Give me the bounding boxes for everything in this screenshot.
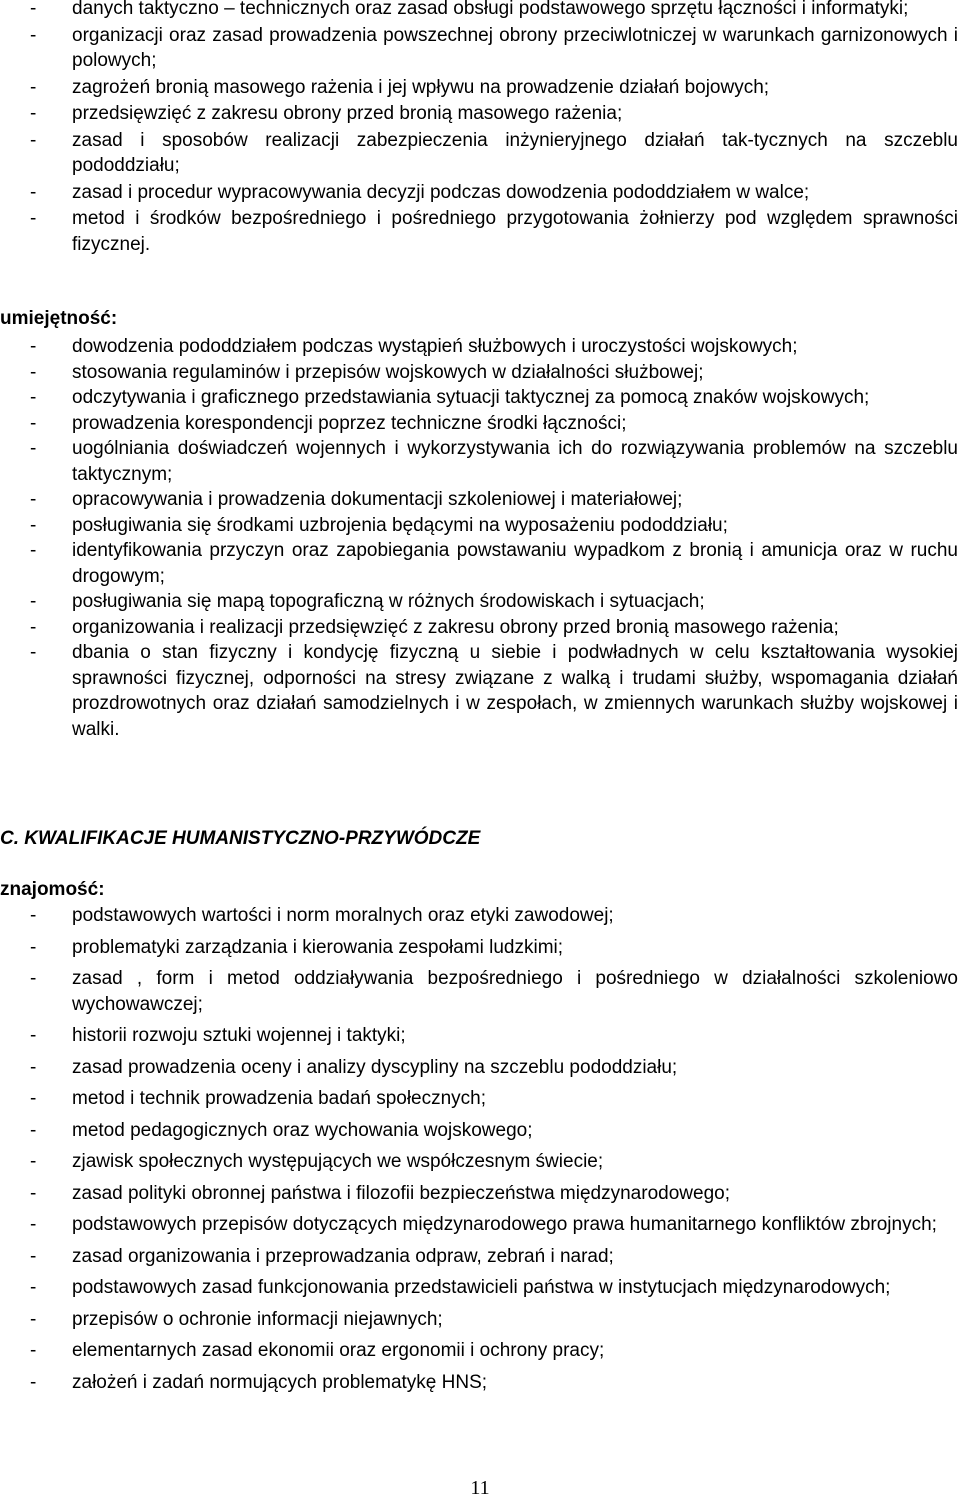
list-item xyxy=(0,487,960,513)
list-item xyxy=(0,360,960,386)
bullet-dash: - xyxy=(30,591,37,612)
bullet-dash: - xyxy=(30,103,37,124)
list-item-text: problematyki zarządzania i kierowania zespołami ludzkimi; xyxy=(72,936,564,958)
bullet-dash: - xyxy=(30,1182,37,1204)
list-item xyxy=(0,966,960,1017)
list-item-text: organizacji oraz zasad prowadzenia powszechnej obrony przeciwlotniczej w warunkach garnizonowych i polowych; xyxy=(72,24,958,71)
list-item-text: zasad i sposobów realizacji zabezpieczenia inżynieryjnego działań tak-tycznych na szczeblu pododdziału; xyxy=(72,129,958,176)
bullet-dash: - xyxy=(30,208,37,229)
list-item-text: dowodzenia pododdziałem podczas wystąpień służbowych i uroczystości wojskowych; xyxy=(72,336,798,357)
list-item-text: metod i środków bezpośredniego i pośredniego przygotowania żołnierzy pod względem sprawności fizycznej. xyxy=(72,208,958,255)
list-item-text: zasad , form i metod oddziaływania bezpośredniego i pośredniego w działalności szkoleniowo wychowawczej; xyxy=(72,968,958,1015)
list-item xyxy=(0,513,960,539)
list-znajomosc xyxy=(0,903,960,1395)
list-item xyxy=(0,615,960,641)
list-item xyxy=(0,23,960,74)
list-item xyxy=(0,180,960,206)
list-item xyxy=(0,385,960,411)
bullet-dash: - xyxy=(30,540,37,561)
bullet-dash: - xyxy=(30,24,37,46)
list-item-text: uogólniania doświadczeń wojennych i wykorzystywania ich do rozwiązywania problemów na szczeblu taktycznym; xyxy=(72,438,958,485)
bullet-dash: - xyxy=(30,1245,37,1267)
list-item xyxy=(0,334,960,360)
bullet-dash: - xyxy=(30,76,37,98)
list-item xyxy=(0,0,960,22)
list-item xyxy=(0,1118,960,1144)
list-item-text: stosowania regulaminów i przepisów wojskowych w działalności służbowej; xyxy=(72,361,704,383)
list-item-text: odczytywania i graficznego przedstawiania sytuacji taktycznej za pomocą znaków wojskowych; xyxy=(72,387,870,408)
list-item-text: przedsięwzięć z zakresu obrony przed bronią masowego rażenia; xyxy=(72,103,623,124)
list-item-text: dbania o stan fizyczny i kondycję fizyczną u siebie i podwładnych w celu kształtowania wysokiej sprawności fizycznej, odporności na stresy związane z walką i trudami służby, wspomagania działań prozdrowotnych oraz działań samodzielnych i w zespołach, w zmiennych warunkach służby wojskowej i walki. xyxy=(72,642,958,740)
list-item-text: zasad polityki obronnej państwa i filozofii bezpieczeństwa międzynarodowego; xyxy=(72,1182,730,1204)
list-item xyxy=(0,1338,960,1364)
list-item-text: danych taktyczno – technicznych oraz zasad obsługi podstawowego sprzętu łączności i informatyki; xyxy=(72,0,909,19)
list-item xyxy=(0,1275,960,1301)
list-item-text: zasad prowadzenia oceny i analizy dyscypliny na szczeblu pododdziału; xyxy=(72,1056,678,1078)
list-item xyxy=(0,1212,960,1238)
list-item-text: zasad i procedur wypracowywania decyzji podczas dowodzenia pododdziałem w walce; xyxy=(72,181,810,203)
list-item xyxy=(0,1370,960,1396)
list-item xyxy=(0,640,960,742)
bullet-dash: - xyxy=(30,905,37,926)
bullet-dash: - xyxy=(30,1308,37,1330)
list-item xyxy=(0,1181,960,1207)
bullet-dash: - xyxy=(30,1371,37,1393)
list-item xyxy=(0,101,960,127)
bullet-dash: - xyxy=(30,489,37,510)
list-item-text: podstawowych przepisów dotyczących międzynarodowego prawa humanitarnego konfliktów zbrojnych; xyxy=(72,1214,937,1235)
list-umiejetnosc xyxy=(0,334,960,742)
label-znajomosc: znajomość: xyxy=(0,879,105,900)
bullet-dash: - xyxy=(30,129,37,151)
bullet-dash: - xyxy=(30,936,37,958)
list-item xyxy=(0,75,960,101)
bullet-dash: - xyxy=(30,1277,37,1298)
list-item-text: organizowania i realizacji przedsięwzięć z zakresu obrony przed bronią masowego rażenia; xyxy=(72,616,839,638)
list-item-text: podstawowych zasad funkcjonowania przedstawicieli państwa w instytucjach międzynarodowych; xyxy=(72,1277,891,1298)
section-heading: C. KWALIFIKACJE HUMANISTYCZNO-PRZYWÓDCZE xyxy=(0,828,481,849)
bullet-dash: - xyxy=(30,642,37,663)
list-item xyxy=(0,1149,960,1175)
bullet-dash: - xyxy=(30,1214,37,1235)
list-item xyxy=(0,1055,960,1081)
list-item xyxy=(0,1307,960,1333)
bullet-dash: - xyxy=(30,1056,37,1078)
bullet-dash: - xyxy=(30,361,37,383)
list-item xyxy=(0,903,960,929)
bullet-dash: - xyxy=(30,616,37,638)
bullet-dash: - xyxy=(30,1025,37,1046)
bullet-dash: - xyxy=(30,0,37,19)
list-item xyxy=(0,589,960,615)
list-item-text: elementarnych zasad ekonomii oraz ergonomii i ochrony pracy; xyxy=(72,1340,605,1361)
list-item-text: przepisów o ochronie informacji niejawnych; xyxy=(72,1308,443,1330)
bullet-dash: - xyxy=(30,1340,37,1361)
list-top xyxy=(0,0,960,257)
list-item-text: identyfikowania przyczyn oraz zapobiegania powstawaniu wypadkom z bronią i amunicja oraz w ruchu drogowym; xyxy=(72,540,958,587)
bullet-dash: - xyxy=(30,336,37,357)
list-item xyxy=(0,436,960,487)
list-item xyxy=(0,538,960,589)
list-item-text: założeń i zadań normujących problematykę HNS; xyxy=(72,1371,488,1393)
list-item xyxy=(0,128,960,179)
bullet-dash: - xyxy=(30,1088,37,1109)
list-item-text: opracowywania i prowadzenia dokumentacji szkoleniowej i materiałowej; xyxy=(72,489,683,510)
bullet-dash: - xyxy=(30,412,37,434)
page-number: 11 xyxy=(470,1477,490,1499)
list-item-text: posługiwania się mapą topograficzną w różnych środowiskach i sytuacjach; xyxy=(72,591,705,612)
list-item xyxy=(0,1023,960,1049)
bullet-dash: - xyxy=(30,387,37,408)
bullet-dash: - xyxy=(30,438,37,459)
label-umiejetnosc: umiejętność: xyxy=(0,308,118,329)
list-item-text: metod i technik prowadzenia badań społecznych; xyxy=(72,1088,487,1109)
list-item xyxy=(0,935,960,961)
bullet-dash: - xyxy=(30,181,37,203)
list-item xyxy=(0,1086,960,1112)
list-item-text: podstawowych wartości i norm moralnych oraz etyki zawodowej; xyxy=(72,905,614,926)
list-item-text: prowadzenia korespondencji poprzez techniczne środki łączności; xyxy=(72,412,627,434)
list-item-text: zasad organizowania i przeprowadzania odpraw, zebrań i narad; xyxy=(72,1245,614,1267)
bullet-dash: - xyxy=(30,1119,37,1141)
list-item-text: zjawisk społecznych występujących we współczesnym świecie; xyxy=(72,1151,604,1172)
list-item-text: posługiwania się środkami uzbrojenia będącymi na wyposażeniu pododdziału; xyxy=(72,514,728,536)
list-item xyxy=(0,206,960,257)
bullet-dash: - xyxy=(30,1151,37,1172)
bullet-dash: - xyxy=(30,968,37,989)
list-item xyxy=(0,1244,960,1270)
list-item-text: zagrożeń bronią masowego rażenia i jej wpływu na prowadzenie działań bojowych; xyxy=(72,76,770,98)
list-item-text: historii rozwoju sztuki wojennej i taktyki; xyxy=(72,1025,406,1046)
bullet-dash: - xyxy=(30,514,37,536)
list-item-text: metod pedagogicznych oraz wychowania wojskowego; xyxy=(72,1119,533,1141)
list-item xyxy=(0,411,960,437)
